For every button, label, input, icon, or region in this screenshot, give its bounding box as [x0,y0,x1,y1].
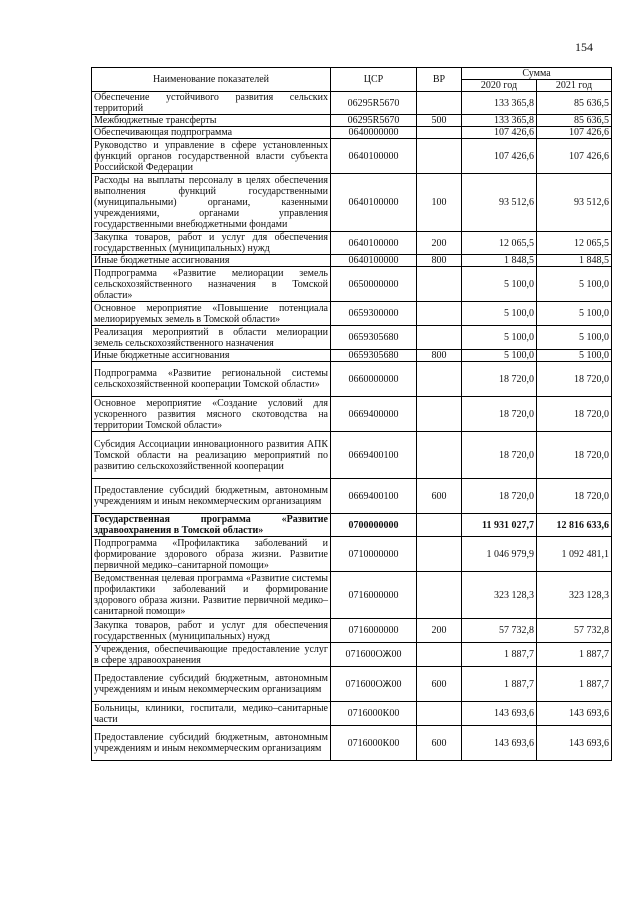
row-name: Основное мероприятие «Создание условий для ускоренного развития мясного скотоводства на территории Томской области» [92,397,331,432]
row-amount-2020: 107 426,6 [462,127,537,139]
row-csr-code: 0710000000 [331,537,417,572]
row-amount-2021: 18 720,0 [537,362,612,397]
row-vr-code: 600 [417,479,462,514]
row-vr-code [417,702,462,726]
row-amount-2021: 1 887,7 [537,667,612,702]
table-row [92,479,612,514]
row-name: Подпрограмма «Развитие региональной системы сельскохозяйственной кооперации Томской области» [92,362,331,397]
row-csr-code: 0716000000 [331,572,417,619]
row-csr-code: 0716000000 [331,619,417,643]
table-body [92,92,612,761]
row-amount-2020: 18 720,0 [462,397,537,432]
row-amount-2020: 5 100,0 [462,267,537,302]
row-vr-code [417,432,462,479]
row-amount-2021: 323 128,3 [537,572,612,619]
row-name: Ведомственная целевая программа «Развитие системы профилактики заболеваний и формирование здорового образа жизни. Развитие первичной медико–санитарной помощи» [92,572,331,619]
row-amount-2020: 12 065,5 [462,232,537,255]
row-name: Больницы, клиники, госпитали, медико–санитарные части [92,702,331,726]
row-csr-code: 0669400100 [331,479,417,514]
row-csr-code: 0640100000 [331,139,417,174]
row-csr-code: 06295R5670 [331,115,417,127]
row-name: Обеспечивающая подпрограмма [92,127,331,139]
table-row [92,397,612,432]
row-csr-code: 0640100000 [331,255,417,267]
row-amount-2021: 107 426,6 [537,127,612,139]
table-row [92,643,612,667]
row-vr-code [417,139,462,174]
row-csr-code: 0669400000 [331,397,417,432]
row-csr-code: 0659300000 [331,302,417,326]
table-row [92,572,612,619]
row-vr-code [417,267,462,302]
row-amount-2021: 5 100,0 [537,267,612,302]
table-row [92,127,612,139]
row-amount-2020: 5 100,0 [462,350,537,362]
row-vr-code: 500 [417,115,462,127]
row-vr-code: 600 [417,726,462,761]
row-amount-2020: 133 365,8 [462,115,537,127]
header-csr: ЦСР [331,68,417,92]
row-amount-2021: 143 693,6 [537,726,612,761]
header-name: Наименование показателей [92,68,331,92]
row-name: Субсидия Ассоциации инновационного развития АПК Томской области на реализацию мероприятий по развитию сельскохозяйственной кооперации [92,432,331,479]
table-row [92,326,612,350]
row-amount-2020: 18 720,0 [462,432,537,479]
budget-table [91,67,612,761]
table-row [92,115,612,127]
row-vr-code: 800 [417,255,462,267]
row-name: Иные бюджетные ассигнования [92,350,331,362]
row-csr-code: 0640100000 [331,174,417,232]
row-amount-2021: 85 636,5 [537,92,612,115]
table-row [92,537,612,572]
row-csr-code: 0659305680 [331,326,417,350]
row-amount-2021: 5 100,0 [537,326,612,350]
row-vr-code: 200 [417,232,462,255]
row-name: Предоставление субсидий бюджетным, автономным учреждениям и иным некоммерческим организациям [92,726,331,761]
table-row [92,232,612,255]
row-vr-code [417,302,462,326]
row-csr-code: 0669400100 [331,432,417,479]
row-name: Иные бюджетные ассигнования [92,255,331,267]
row-name: Предоставление субсидий бюджетным, автономным учреждениям и иным некоммерческим организациям [92,479,331,514]
row-amount-2020: 1 046 979,9 [462,537,537,572]
row-amount-2021: 18 720,0 [537,432,612,479]
row-vr-code: 600 [417,667,462,702]
row-name: Руководство и управление в сфере установленных функций органов государственной власти субъекта Российской Федерации [92,139,331,174]
row-amount-2020: 93 512,6 [462,174,537,232]
row-amount-2020: 143 693,6 [462,726,537,761]
row-amount-2020: 5 100,0 [462,326,537,350]
row-vr-code [417,537,462,572]
row-csr-code: 0659305680 [331,350,417,362]
row-amount-2020: 1 887,7 [462,667,537,702]
row-amount-2020: 107 426,6 [462,139,537,174]
table-row [92,267,612,302]
row-amount-2021: 143 693,6 [537,702,612,726]
row-amount-2021: 85 636,5 [537,115,612,127]
row-vr-code [417,92,462,115]
row-name: Предоставление субсидий бюджетным, автономным учреждениям и иным некоммерческим организациям [92,667,331,702]
row-amount-2020: 18 720,0 [462,362,537,397]
row-csr-code: 0716000К00 [331,726,417,761]
table-header [92,68,612,92]
table-row [92,255,612,267]
row-name: Подпрограмма «Развитие мелиорации земель сельскохозяйственного назначения в Томской области» [92,267,331,302]
row-vr-code [417,362,462,397]
row-vr-code: 200 [417,619,462,643]
row-name: Закупка товаров, работ и услуг для обеспечения государственных (муниципальных) нужд [92,232,331,255]
row-vr-code: 800 [417,350,462,362]
row-amount-2020: 1 887,7 [462,643,537,667]
table-row [92,362,612,397]
row-csr-code: 0640000000 [331,127,417,139]
row-amount-2021: 5 100,0 [537,302,612,326]
row-name: Межбюджетные трансферты [92,115,331,127]
row-vr-code [417,643,462,667]
row-amount-2020: 18 720,0 [462,479,537,514]
row-amount-2021: 18 720,0 [537,397,612,432]
table-row [92,174,612,232]
table-row [92,619,612,643]
row-name: Учреждения, обеспечивающие предоставление услуг в сфере здравоохранения [92,643,331,667]
table-row [92,667,612,702]
row-csr-code: 0640100000 [331,232,417,255]
row-amount-2021: 18 720,0 [537,479,612,514]
row-amount-2020: 323 128,3 [462,572,537,619]
row-amount-2021: 57 732,8 [537,619,612,643]
table-row [92,514,612,537]
row-csr-code: 06295R5670 [331,92,417,115]
header-year-2020: 2020 год [462,80,537,92]
table-row [92,302,612,326]
table-row [92,726,612,761]
row-name: Закупка товаров, работ и услуг для обеспечения государственных (муниципальных) нужд [92,619,331,643]
row-amount-2020: 11 931 027,7 [462,514,537,537]
row-vr-code [417,326,462,350]
page-number: 154 [575,40,593,54]
row-amount-2021: 93 512,6 [537,174,612,232]
header-year-2021: 2021 год [537,80,612,92]
row-vr-code [417,572,462,619]
table-row [92,92,612,115]
row-amount-2021: 12 816 633,6 [537,514,612,537]
row-csr-code: 0700000000 [331,514,417,537]
row-amount-2020: 133 365,8 [462,92,537,115]
row-vr-code [417,127,462,139]
table-row [92,702,612,726]
header-sum: Сумма [462,68,612,80]
row-csr-code: 0650000000 [331,267,417,302]
row-amount-2020: 5 100,0 [462,302,537,326]
row-name: Подпрограмма «Профилактика заболеваний и формирование здорового образа жизни. Развитие первичной медико–санитарной помощи» [92,537,331,572]
header-vr: ВР [417,68,462,92]
row-name: Обеспечение устойчивого развития сельских территорий [92,92,331,115]
row-name: Расходы на выплаты персоналу в целях обеспечения выполнения функций государственными (муниципальными) органами, казенными учреждениями, органами управления государственными внебюджетными фондами [92,174,331,232]
row-csr-code: 0716000К00 [331,702,417,726]
row-csr-code: 071600ОЖ00 [331,643,417,667]
row-csr-code: 0660000000 [331,362,417,397]
row-amount-2021: 1 887,7 [537,643,612,667]
row-vr-code [417,397,462,432]
row-amount-2021: 5 100,0 [537,350,612,362]
row-amount-2020: 143 693,6 [462,702,537,726]
table-row [92,432,612,479]
row-amount-2020: 57 732,8 [462,619,537,643]
row-amount-2021: 1 848,5 [537,255,612,267]
row-name: Государственная программа «Развитие здравоохранения в Томской области» [92,514,331,537]
row-vr-code [417,514,462,537]
row-amount-2021: 12 065,5 [537,232,612,255]
row-amount-2021: 1 092 481,1 [537,537,612,572]
table-row [92,139,612,174]
row-amount-2020: 1 848,5 [462,255,537,267]
row-name: Реализация мероприятий в области мелиорации земель сельскохозяйственного назначения [92,326,331,350]
row-amount-2021: 107 426,6 [537,139,612,174]
table-row [92,350,612,362]
row-csr-code: 071600ОЖ00 [331,667,417,702]
row-name: Основное мероприятие «Повышение потенциала мелиорируемых земель в Томской области» [92,302,331,326]
row-vr-code: 100 [417,174,462,232]
